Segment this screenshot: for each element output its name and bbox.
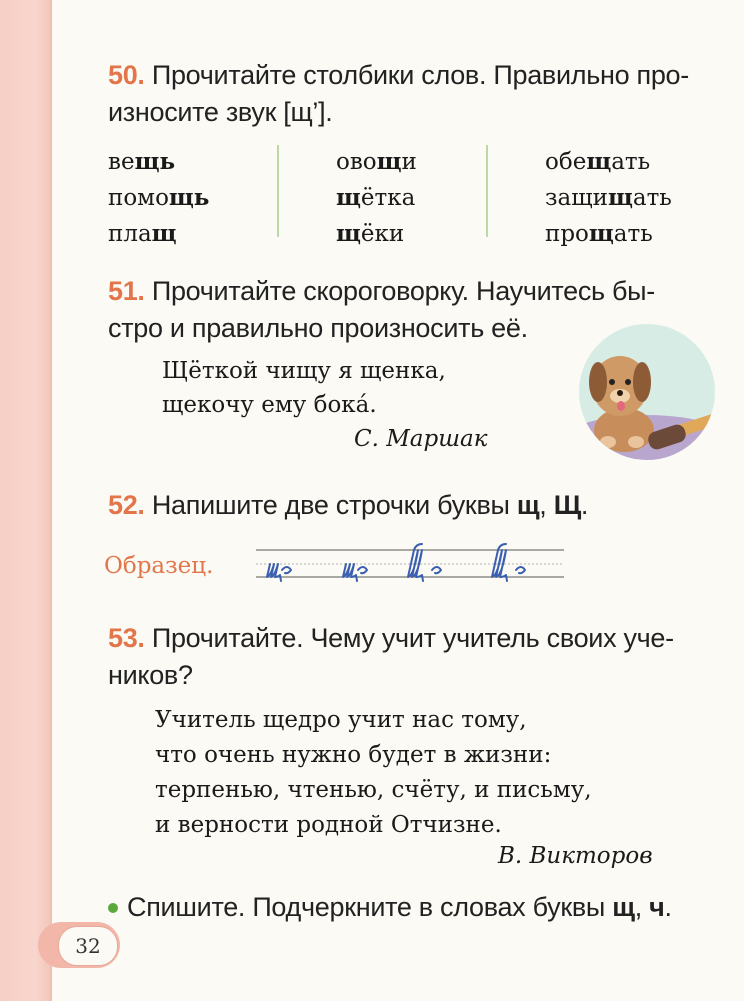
ex50-heading <box>108 60 689 91</box>
ex53-task: Спишите. Подчеркните в словах буквы щ, ч. <box>127 892 672 922</box>
margin-edge <box>50 0 52 1001</box>
word: помощь <box>108 184 210 211</box>
page-number: 32 <box>58 926 118 966</box>
word: прощать <box>545 220 653 247</box>
ex52-letter-upper: Щ <box>553 490 581 520</box>
word: плащ <box>108 220 177 247</box>
ex50-line2: износите звук [щ’]. <box>108 97 333 127</box>
ex51-author: С. Маршак <box>354 426 488 452</box>
ex51-line2: стро и правильно произносить её. <box>108 313 528 343</box>
word: овощи <box>336 148 417 175</box>
puppy-illustration <box>572 320 722 462</box>
column-divider <box>277 145 279 237</box>
word-column-3 <box>545 144 672 252</box>
poem-line: терпенью, чтенью, счёту, и письму, <box>155 777 592 803</box>
poem-line: что очень нужно будет в жизни: <box>155 742 552 768</box>
word-column-2 <box>336 144 417 252</box>
poem-line: Учитель щедро учит нас тому, <box>155 707 527 733</box>
margin-stripe <box>0 0 50 1001</box>
ex53-line2: ников? <box>108 660 193 690</box>
word: щётка <box>336 184 416 211</box>
poem-line: Щёткой чищу я щенка, <box>162 358 446 384</box>
ex53-poem <box>155 703 592 843</box>
ex51-heading <box>108 276 655 307</box>
column-divider <box>486 145 488 237</box>
task-letter-ch: ч <box>649 892 665 922</box>
word: обещать <box>545 148 651 175</box>
bullet-icon <box>108 903 118 913</box>
ex50-line1: Прочитайте столбики слов. Правильно про- <box>144 60 689 90</box>
ex51-line1: Прочитайте скороговорку. Научитесь бы- <box>144 276 655 306</box>
ex52-heading: 52. Напишите две строчки буквы щ, Щ. <box>108 490 589 520</box>
ex52-text: Напишите две строчки буквы <box>144 490 517 520</box>
poem-line: и верности родной Отчизне. <box>155 812 502 838</box>
word: вещь <box>108 148 176 175</box>
ex52-letter-lower: щ <box>516 490 540 520</box>
handwriting-sample <box>256 536 568 584</box>
ex50-number: 50. <box>108 60 145 90</box>
ex51-number: 51. <box>108 276 145 306</box>
ex53-heading <box>108 623 674 654</box>
poem-line: щекочу ему бока́. <box>162 392 377 418</box>
word: защищать <box>545 184 672 211</box>
word: щёки <box>336 220 405 247</box>
ex53-number: 53. <box>108 623 145 653</box>
word-column-1 <box>108 144 209 252</box>
sample-label: Образец. <box>104 553 214 579</box>
task-letter-shch: щ <box>612 892 635 922</box>
ex52-number: 52. <box>108 490 145 520</box>
ex53-line1: Прочитайте. Чему учит учитель своих уче- <box>144 623 674 653</box>
ex53-author: В. Викторов <box>498 843 653 869</box>
tongue-twister <box>162 354 446 422</box>
